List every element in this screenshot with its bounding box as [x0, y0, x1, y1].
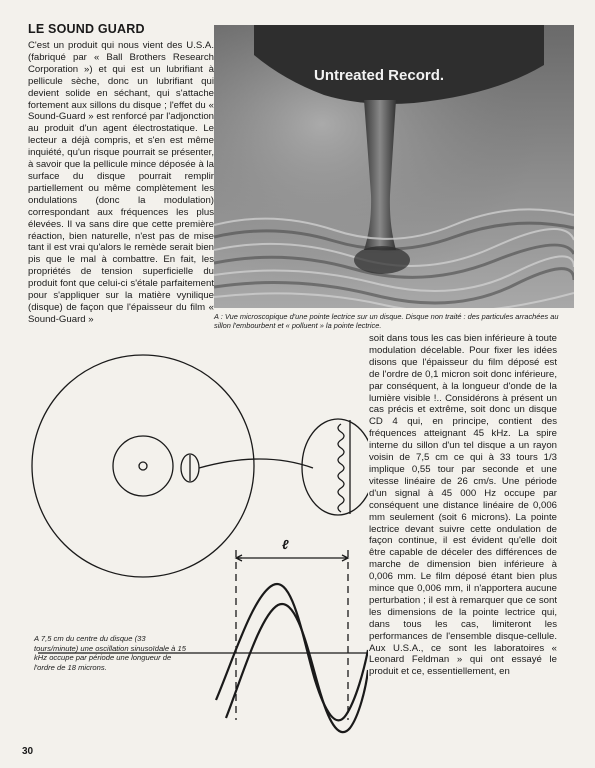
figure-caption: A 7,5 cm du centre du disque (33 tours/minute) une oscillation sinusoïdale à 15 kHz occupe par période une longueur de l'ordre de 18 microns.	[34, 634, 186, 672]
article-left-column	[28, 40, 214, 326]
record-spindle-hole	[139, 462, 147, 470]
sine-wave-upper	[216, 584, 368, 720]
record-label-circle	[113, 436, 173, 496]
microscope-photo	[214, 25, 574, 308]
right-column-text: soit dans tous les cas bien inférieure à toute modulation décelable. Pour fixer les idées disons que l'épaisseur du film déposé est de l'ordre de 0,1 micron soit donc inférieure, par conséquent, à la longueur d'onde de la lumière visible !.. Considérons à présent un cas précis et extrême, soit donc un disque CD 4 qui, en principe, contient des fréquences atteignant 45 kHz. La spire interne du sillon d'un tel disque a un rayon voisin de 7,5 cm ce qui à 33 tours 1/3 implique 0,55 tour par seconde et une vitesse linéaire de 26 cm/s. Une période d'un signal à 45 000 Hz occupe par conséquent une distance linéaire de 0,006 mm seulement (soit 6 microns). La pointe lectrice devant suivre cette ondulation de façon continue, il est évident qu'elle doit être capable de déceler des différences de marche de dimension bien inférieure à 0,006 mm. Le film déposé étant bien plus mince que 0,006 mm, il n'apportera aucune perturbation ; il est à remarquer que ce sont les dimensions de la pointe lectrice qui, dans tous les cas, limiteront les performances de l'ensemble disque-cellule. Aux U.S.A., ce sont les laboratoires « Leonard Feldman » qui ont essayé le produit et ce, essentiellement, en	[369, 333, 557, 678]
photo-caption: A : Vue microscopique d'une pointe lectrice sur un disque. Disque non traité : des particules arrachées au sillon l'embourbent et « polluent » la pointe lectrice.	[214, 312, 559, 331]
left-column-text: C'est un produit qui nous vient des U.S.A. (fabriqué par « Ball Brothers Research Corporation ») et qui est un lubrifiant à pellicule sèche, donc un lubrifiant qui devient solide en séchant, qui s'attache fortement aux sillons du disque ; l'effet du « Sound-Guard » est renforcé par l'adjonction au produit d'un agent électrostatique. Le lecteur a déjà compris, et s'en est même inquiété, qu'un risque pourrait se présenter, à savoir que la pellicule mince déposée à la surface du disque pourrait remplir partiellement ou même complètement les ondulations (donc la modulation) correspondant aux fréquences les plus élevées. Il va sans dire que cette première réaction, bien naturelle, n'est pas de mise tant il est vrai qu'alors le remède serait bien pis que le mal à combattre. En fait, les propriétés de tension superficielle du produit font que celui-ci s'étale parfaitement pour s'appliquer sur la matière vynilique (disque) de façon que l'épaisseur du film « Sound-Guard »	[28, 40, 214, 325]
groove-diagram	[28, 340, 368, 740]
article-title: LE SOUND GUARD	[28, 22, 145, 36]
article-right-column	[369, 333, 557, 678]
record-outer-circle	[32, 355, 254, 577]
zoom-arrow	[199, 459, 313, 468]
length-label: ℓ	[282, 537, 289, 552]
groove-diagram-drawing	[28, 340, 368, 740]
photo-overlay-text: Untreated Record.	[314, 67, 445, 84]
page-number: 30	[22, 746, 34, 757]
